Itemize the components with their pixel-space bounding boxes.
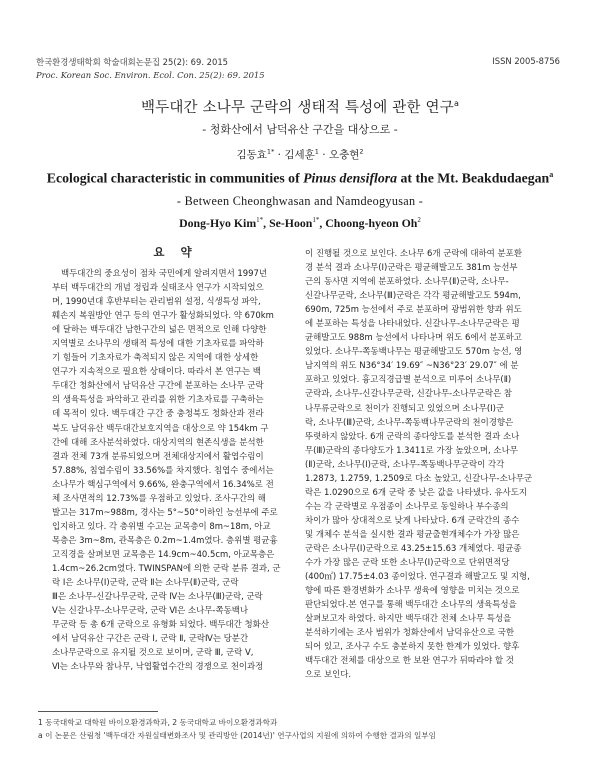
abstract-line: 있었다. 소나무-쪽동백나무는 평균해발고도 570m 능선, 영 bbox=[305, 346, 523, 357]
title-english-part: at the Mt. Beakdudaegan bbox=[397, 170, 550, 186]
author-ko-separator: · bbox=[322, 149, 326, 161]
abstract-line: 에 달하는 백두대간 남한구간의 넓은 면적으로 인해 다양한 bbox=[52, 324, 267, 335]
abstract-line: 경 분석 결과 소나무(Ⅰ)군락은 평균해발고도 381m 능선부 bbox=[305, 262, 518, 273]
abstract-line: 판단되었다.본 연구를 통해 백두대간 소나무의 생육특성을 bbox=[305, 599, 517, 610]
journal-citation-en: Proc. Korean Soc. Environ. Ecol. Con. 25(2): 69. 2015 bbox=[36, 69, 265, 80]
author-ko-mark: 1 bbox=[314, 147, 319, 156]
abstract-line: 지역별로 소나무의 생태적 특성에 대한 기초자료를 파악하 bbox=[52, 338, 264, 349]
abstract-line: 및 개체수 분석을 실시한 결과 평균출현개체수가 가장 많은 bbox=[305, 528, 520, 539]
footnote-affiliations: 1 동국대학교 대학원 바이오환경과학과, 2 동국대학교 바이오환경과학과 bbox=[38, 718, 278, 727]
abstract-line: (400㎡) 17.75±4.03 종이었다. 연구결과 해발고도 및 지형, bbox=[305, 571, 530, 582]
abstract-line: 1.4cm~26.2cm였다. TWINSPAN에 의한 군락 분류 결과, 군 bbox=[52, 562, 281, 573]
abstract-line: 소나무가 핵심구역에서 9.66%, 완충구역에서 16.34%로 전 bbox=[52, 478, 274, 489]
abstract-line: 무(Ⅲ)군락의 종다양도가 1.3411로 가장 높았으며, 소나무 bbox=[305, 444, 518, 455]
author-ko-name: 김세훈 bbox=[284, 149, 315, 161]
journal-header bbox=[36, 56, 265, 81]
abstract-line: 분석하기에는 조사 범위가 청화산에서 남덕유산으로 국한 bbox=[305, 627, 515, 638]
abstract-line: (Ⅱ)군락, 소나무(Ⅰ)군락, 소나무-쪽동백나무군락이 각각 bbox=[305, 458, 505, 469]
abstract-line: 포하고 있었다. 흉고직경급별 분석으로 미루어 소나무(Ⅱ) bbox=[305, 374, 512, 385]
author-en-name: Se-Hoon bbox=[269, 216, 313, 230]
abstract-line: 살펴보고자 하였다. 하지만 백두대간 전체 소나무 특성을 bbox=[305, 613, 512, 624]
abstract-line: 체 조사면적의 12.73%를 우점하고 있었다. 조사구간의 해 bbox=[52, 492, 266, 503]
author-en-separator: , bbox=[263, 216, 270, 230]
abstract-line: 1.2873, 1.2759, 1.2509로 다소 높았고, 신갈나무-소나무군 bbox=[305, 472, 533, 483]
title-english-part: Ecological characteristic in communities of bbox=[46, 170, 304, 186]
author-en-mark: 2 bbox=[417, 216, 421, 225]
abstract-line: 남지역의 위도 N36°34′ 19.69″ ~N36°23′ 29.07″ 에 분 bbox=[305, 360, 519, 371]
abstract-line: Ⅴ는 신갈나무-소나무군락, 군락 Ⅵ은 소나무-쪽동백나 bbox=[52, 605, 249, 616]
author-en-name: Dong-Hyo Kim bbox=[179, 216, 257, 230]
abstract-line: 수는 각 군락별로 우점종이 소나무로 동일하나 부수종의 bbox=[305, 500, 509, 511]
subtitle-korean: - 청화산에서 남덕유산 구간을 대상으로 - bbox=[202, 123, 398, 136]
author-ko-separator: · bbox=[277, 149, 281, 161]
title-korean bbox=[0, 96, 600, 117]
title-english-species: Pinus densiflora bbox=[303, 170, 398, 186]
abstract-line: 나무류군락으로 천이가 진행되고 있었으며 소나무(Ⅰ)군 bbox=[305, 402, 505, 413]
abstract-line: 두대간 청화산에서 남덕유산 구간에 분포하는 소나무 군락 bbox=[52, 380, 264, 391]
abstract-line: 간에 대해 조사분석하였다. 대상지역의 현존식생을 분석한 bbox=[52, 436, 264, 447]
title-english-footnote-mark: a bbox=[549, 170, 554, 179]
author-en-name: Choong-hyeon Oh bbox=[325, 216, 418, 230]
abstract-line: 기 힘들어 기초자료가 축적되지 않은 지역에 대한 상세한 bbox=[52, 352, 259, 363]
abstract-line: Ⅵ는 소나무와 참나무, 낙엽활엽수간의 경쟁으로 천이과정 bbox=[52, 661, 264, 672]
abstract-line: 뚜렷하지 않았다. 6개 군락의 종다양도를 분석한 결과 소나 bbox=[305, 430, 520, 441]
abstract-line: 차이가 많아 상대적으로 낮게 나타났다. 6개 군락간의 종수 bbox=[305, 514, 520, 525]
abstract-left-text bbox=[52, 266, 299, 673]
abstract-line: 근의 동사면 지역에 분포하였다. 소나무(Ⅱ)군락, 소나무- bbox=[305, 276, 509, 287]
footnotes bbox=[38, 716, 568, 742]
abstract-line: 훼손지 복원방안 연구 등의 연구가 활성화되었다. 약 670km bbox=[52, 310, 274, 321]
authors-korean bbox=[0, 147, 600, 162]
abstract-line: 소나무군락으로 유지될 것으로 보이며, 군락 Ⅲ, 군락 Ⅴ, bbox=[52, 647, 254, 658]
abstract-right-text bbox=[305, 246, 552, 681]
abstract-line: 균해발고도 988m 능선에서 나타나며 위도 6에서 분포하고 bbox=[305, 332, 522, 343]
subtitle-english: - Between Cheonghwasan and Namdeogyusan - bbox=[176, 194, 424, 208]
abstract-right-column bbox=[305, 246, 552, 681]
abstract-line: 발고는 317m~988m, 경사는 5°~50°이하인 능선부에 주로 bbox=[52, 506, 278, 517]
abstract-line: 57.88%, 침엽수림이 33.56%를 차지했다. 침엽수 중에서는 bbox=[52, 464, 274, 475]
abstract-line: 결과 전체 73개 분류되었으며 전체대상지에서 활엽수림이 bbox=[52, 450, 264, 461]
abstract-line: 690m, 725m 능선에서 주로 분포하며 광범위한 향과 위도 bbox=[305, 304, 522, 315]
abstract-line: 목층은 3m~8m, 관목층은 0.2m~1.4m였다. 층위별 평균흉 bbox=[52, 534, 278, 545]
abstract-line: 수가 가장 많은 군락 또한 소나무(Ⅰ)군락으로 단위면적당 bbox=[305, 557, 510, 568]
abstract-line: 고직경을 살펴보면 교목층은 14.9cm~40.5cm, 아교목층은 bbox=[52, 548, 275, 559]
author-en-mark: 1* bbox=[256, 216, 264, 225]
abstract-line: 부터 백두대간의 개념 정립과 실태조사 연구가 시작되었으 bbox=[52, 282, 264, 293]
abstract-line: 에서 남덕유산 구간은 군락 Ⅰ, 군락 Ⅱ, 군락Ⅳ는 당분간 bbox=[52, 633, 249, 644]
abstract-line: 에 분포하는 특성을 나타내었다. 신갈나무-소나무군락은 평 bbox=[305, 318, 520, 329]
abstract-line: 백두대간의 중요성이 점차 국민에게 알려지면서 1997년 bbox=[61, 268, 268, 278]
abstract-line: 되어 있고, 조사구 수도 충분하지 못한 한계가 있었다. 향후 bbox=[305, 641, 520, 652]
footnote-funding: a 이 논문은 산림청 '백두대간 자원실태변화조사 및 관리방안 (2014년)' 연구사업의 지원에 의하여 수행한 결과의 일부임 bbox=[38, 731, 436, 740]
author-ko-mark: 1* bbox=[266, 147, 275, 156]
author-en-mark: 1* bbox=[312, 216, 320, 225]
abstract-line: 입지하고 있다. 각 층위별 수고는 교목층이 8m~18m, 아교 bbox=[52, 520, 271, 531]
title-korean-text: 백두대간 소나무 군락의 생태적 특성에 관한 연구 bbox=[140, 100, 454, 116]
abstract-line: Ⅲ은 소나무-신갈나무군락, 군락 Ⅳ는 소나무(Ⅲ)군락, 군락 bbox=[52, 591, 263, 602]
abstract-line: 백두대간 전체를 대상으로 한 보완 연구가 뒤따라야 할 것 bbox=[305, 655, 514, 666]
abstract-line: 연구가 지속적으로 필요한 상태이다. 따라서 본 연구는 백 bbox=[52, 366, 261, 377]
abstract-line: 무군락 등 총 6개 군락으로 유형화 되었다. 백두대간 청화산 bbox=[52, 619, 269, 630]
author-ko-name: 김동효 bbox=[236, 149, 267, 161]
abstract-line: 락은 1.0290으로 6개 군락 중 낮은 값을 나타냈다. 유사도지 bbox=[305, 486, 528, 497]
author-ko-mark: 2 bbox=[359, 147, 364, 156]
abstract-line: 으로 보인다. bbox=[305, 669, 352, 680]
abstract-line: 향에 따른 환경변화가 소나무 생육에 영향을 미치는 것으로 bbox=[305, 585, 520, 596]
abstract-line: 북도 남덕유산 백두대간보호지역을 대상으로 약 154km 구 bbox=[52, 422, 269, 433]
abstract-line: 데 목적이 있다. 백두대간 구간 중 충청북도 청화산과 전라 bbox=[52, 408, 264, 419]
authors-english bbox=[0, 216, 600, 231]
title-korean-footnote-mark: a bbox=[453, 99, 460, 109]
abstract-line: 군락과, 소나무-신갈나무군락, 신갈나무-소나무군락은 참 bbox=[305, 388, 512, 399]
abstract-line: 신갈나무군락, 소나무(Ⅲ)군락은 각각 평균해발고도 594m, bbox=[305, 290, 521, 301]
abstract-line: 락 Ⅰ은 소나무(Ⅰ)군락, 군락 Ⅱ는 소나무(Ⅱ)군락, 군락 bbox=[52, 577, 239, 588]
abstract-left-column bbox=[52, 244, 299, 673]
abstract-line: 의 생육특성을 파악하고 관리를 위한 기초자료를 구축하는 bbox=[52, 394, 264, 405]
footnote-divider bbox=[38, 711, 158, 712]
journal-citation-ko: 한국환경생태학회 학술대회논문집 25(2): 69. 2015 bbox=[36, 57, 228, 67]
abstract-heading: 요 약 bbox=[153, 245, 198, 259]
abstract-line: 며, 1990년대 후반부터는 관리범위 설정, 식생특성 파악, bbox=[52, 296, 261, 307]
issn: ISSN 2005-8756 bbox=[492, 56, 560, 66]
author-ko-name: 오충현 bbox=[328, 149, 360, 161]
author-en-separator: , bbox=[319, 216, 326, 230]
abstract-line: 이 진행될 것으로 보인다. 소나무 6개 군락에 대하여 분포환 bbox=[305, 248, 522, 258]
abstract-line: 락, 소나무(Ⅲ)군락, 소나무-쪽동백나무군락의 천이경향은 bbox=[305, 416, 514, 427]
title-english bbox=[0, 170, 600, 187]
abstract-line: 군락은 소나무(Ⅰ)군락으로 43.25±15.63 개체였다. 평균종 bbox=[305, 542, 522, 553]
